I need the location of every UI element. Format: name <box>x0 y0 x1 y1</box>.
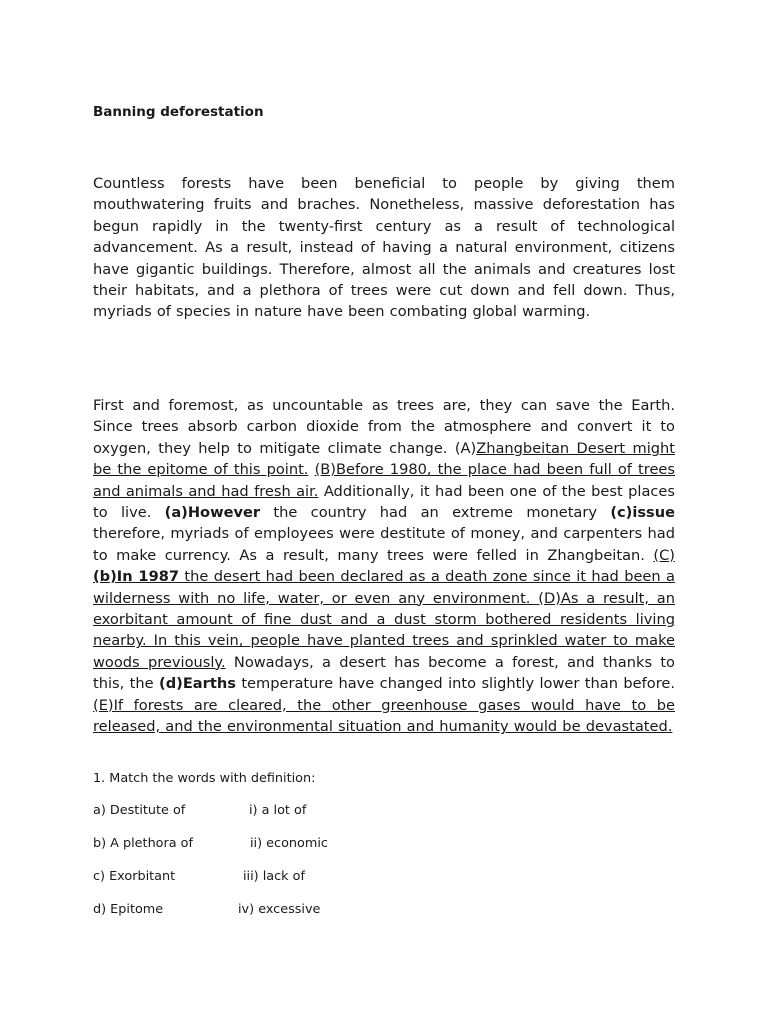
question-title: 1. Match the words with definition: <box>93 771 316 786</box>
paragraph-body-text: therefore, myriads of employees were destitute of money, and carpenters had to make currency. As a result, many trees were felled in Zhangbeitan. <box>93 525 675 564</box>
paragraph-body-text: temperature have changed into slightly lower than before. <box>235 675 675 693</box>
paragraph-body-text: Additionally, it had been one of the best places to live. <box>93 482 675 522</box>
match-term: a) Destitute of <box>93 803 186 818</box>
underlined-sentence-c-d: the desert had been declared as a death zone since it had been a wilderness with no life, water, or even any environment. (D)As a result, an exorbitant amount of fine dust and a dust storm bothered residents living nearby. In this vein, people have planted trees and sprinkled water to make woods previously. <box>93 568 675 671</box>
paragraph-body <box>93 395 675 738</box>
underlined-sentence-b: (B)Before 1980, the place had been full of trees and animals and had fresh air. <box>93 461 675 500</box>
underlined-sentence-e: (E)If forests are cleared, the other greenhouse gases would have to be released, and the environmental situation and humanity would be devastated. <box>93 696 675 736</box>
document-title: Banning deforestation <box>93 104 264 120</box>
underlined-sentence-c: (C) <box>653 546 675 564</box>
paragraph-body-text: Nowadays, a desert has become a forest, and thanks to this, the <box>93 653 675 693</box>
paragraph-body-text: the country had an extreme monetary <box>260 504 611 522</box>
bold-marker-d: (d)Earths <box>159 675 236 693</box>
match-term: d) Epitome <box>93 902 164 917</box>
paragraph-intro: Countless forests have been beneficial to people by giving them mouthwatering fruits and braches. Nonetheless, massive deforestation has begun rapidly in the twenty-first century as a result of technological advancement. As a result, instead of having a natural environment, citizens have gigantic buildings. Therefore, almost all the animals and creatures lost their habitats, and a plethora of trees were cut down and fell down. Thus, myriads of species in nature have been combating global warming. <box>93 175 675 321</box>
paragraph-body-text: First and foremost, as uncountable as trees are, they can save the Earth. Since trees absorb carbon dioxide from the atmosphere and convert it to oxygen, they help to mitigate climate change. (A) <box>93 397 675 457</box>
bold-marker-c: (c)issue <box>610 504 675 522</box>
bold-marker-a: (a)However <box>164 504 261 522</box>
underlined-sentence-a: Zhangbeitan Desert might be the epitome of this point. <box>93 439 676 479</box>
match-definition: iv) excessive <box>238 902 321 917</box>
match-term: b) A plethora of <box>93 836 194 851</box>
match-definition: ii) economic <box>250 836 328 851</box>
match-term: c) Exorbitant <box>93 869 176 884</box>
match-definition: i) a lot of <box>249 803 307 818</box>
match-definition: iii) lack of <box>243 869 305 884</box>
bold-marker-b: (b)In 1987 <box>93 568 180 586</box>
